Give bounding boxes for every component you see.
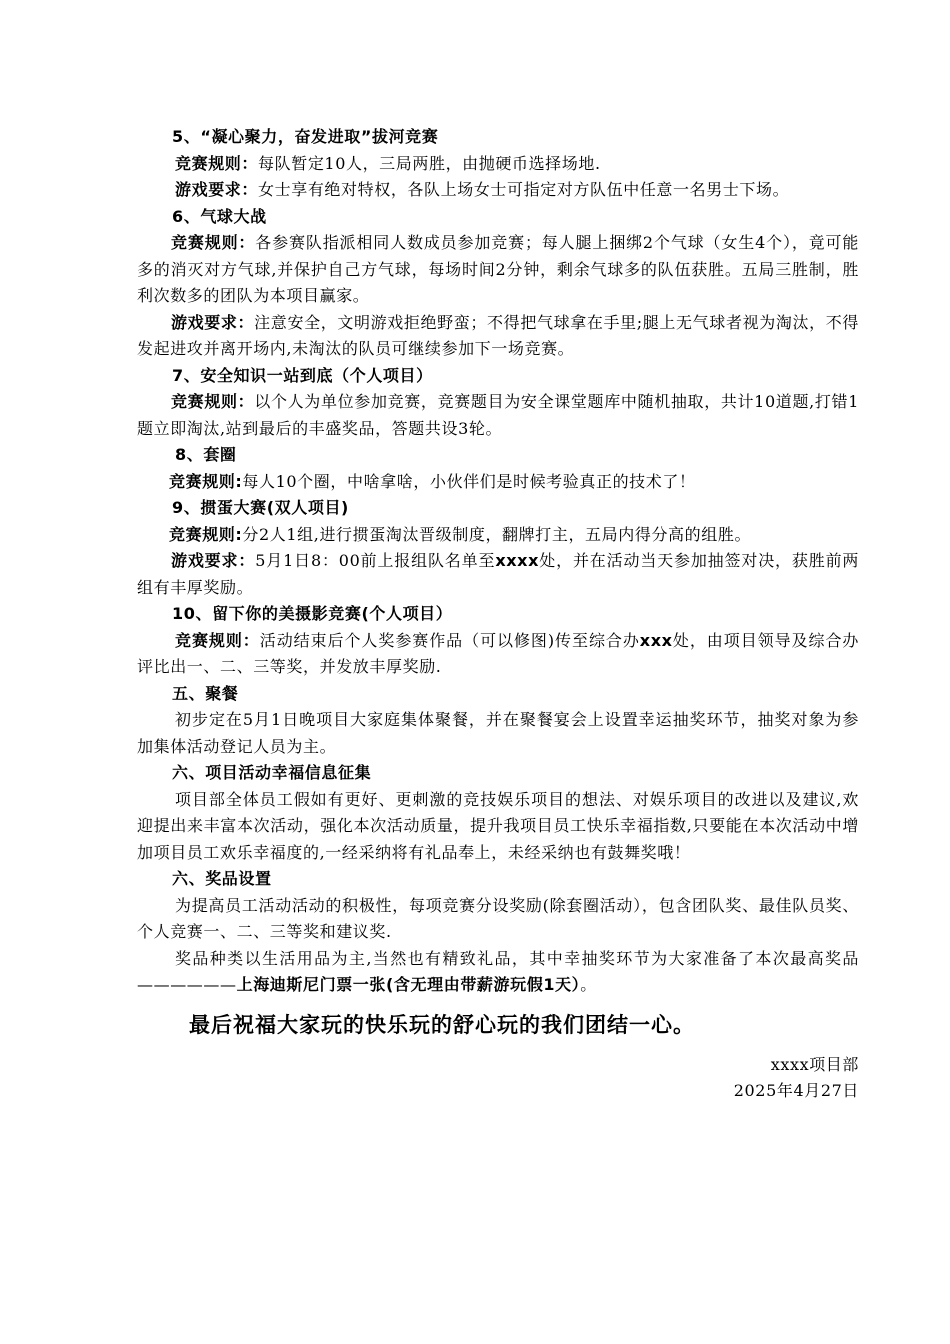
section-title-collect: 六、项目活动幸福信息征集 [172,763,372,782]
top-prize: 上海迪斯尼门票一张(含无理由带薪游玩假1天） [236,975,581,994]
requirements-text: 5月1日8：00前上报组队名单至 [255,551,496,570]
signature-date: 2025年4月27日 [733,1080,859,1100]
item-heading-guandan: 9、掼蛋大赛(双人项目) [172,498,349,517]
item-heading-ring-toss: 8、套圈 [175,445,237,464]
document-body [137,124,859,1104]
rules-label: 竞赛规则: [169,524,243,544]
dinner-paragraph: 初步定在5月1日晚项目大家庭集体聚餐，并在聚餐宴会上设置幸运抽奖环节，抽奖对象为参加集体活动登记人员为主。 [137,710,859,756]
requirements-label: 游戏要求： [171,312,255,332]
rules-label: 竞赛规则： [175,153,259,173]
rules-text: 每队暂定10人，三局两胜，由抛硬币选择场地. [258,153,601,173]
item-heading-balloon-war: 6、气球大战 [172,206,267,226]
rules-paragraph [137,628,859,681]
requirements-text: 注意安全，文明游戏拒绝野蛮；不得把气球拿在手里;腿上无气球者视为淘汰，不得发起进攻并离开场内,未淘汰的队员可继续参加下一场竞赛。 [137,312,859,358]
rules-label: 竞赛规则： [175,630,260,650]
rules-paragraph [137,522,859,549]
rules-text: 分2人1组,进行掼蛋淘汰晋级制度，翻牌打主，五局内得分高的组胜。 [242,524,752,544]
rules-text: 每人10个圈，中啥拿啥，小伙伴们是时候考验真正的技术了！ [242,471,696,491]
rules-label: 竞赛规则： [171,392,255,411]
rules-text: 活动结束后个人奖参赛作品（可以修图)传至综合办 [259,630,640,650]
requirements-paragraph [137,548,859,601]
collect-paragraph: 项目部全体员工假如有更好、更刺激的竞技娱乐项目的想法、对娱乐项目的改进以及建议,欢迎提出来丰富本次活动，强化本次活动质量，提升我项目员工快乐幸福指数,只要能在本次活动中增加项目员工欢乐幸福度的,一经采纳将有礼品奉上，未经采纳也有鼓舞奖哦！ [137,789,859,862]
rules-paragraph [137,151,859,178]
section-title-dinner: 五、聚餐 [172,683,239,703]
section-title-prize: 六、奖品设置 [172,869,272,888]
rules-paragraph [137,469,859,496]
requirements-text: 处，并在活动当天参加抽签对决，获胜前两组有丰厚奖励。 [137,551,860,597]
requirements-text: 女士享有绝对特权，各队上场女士可指定对方队伍中任意一名男士下场。 [258,180,790,199]
rules-paragraph [137,230,859,310]
item-heading-photography: 10、留下你的美摄影竞赛(个人项目） [172,604,453,623]
item-heading-tug-of-war: 5、“凝心聚力，奋发进取”拔河竞赛 [172,127,439,146]
prize-paragraph: 为提高员工活动活动的积极性，每项竞赛分设奖励(除套圈活动），包含团队奖、最佳队员奖、个人竞赛一、二、三等奖和建议奖. [137,895,859,941]
prize-paragraph [137,946,859,999]
rules-text: 以个人为单位参加竞赛，竞赛题目为安全课堂题库中随机抽取，共计10道题,打错1题立即淘汰,站到最后的丰盛奖品，答题共设3轮。 [137,392,859,438]
closing-blessing: 最后祝福大家玩的快乐玩的舒心玩的我们团结一心。 [189,1012,695,1037]
rules-paragraph [137,389,859,442]
rules-label: 竞赛规则： [171,233,256,252]
requirements-paragraph [137,310,859,363]
signature-dept: xxxx项目部 [770,1054,859,1074]
rules-text: 各参赛队指派相同人数成员参加竞赛；每人腿上捆绑2个气球（女生4个），竟可能多的消灭对方气球,并保护自己方气球，每场时间2分钟，剩余气球多的队伍获胜。五局三胜制，胜利次数多的团队为本项目赢家。 [137,233,859,305]
rules-text: 处，由项目领导及综合办评比出一、二、三等奖，并发放丰厚奖励. [137,630,859,676]
requirements-placeholder: xxxx [495,551,540,570]
item-heading-safety-quiz: 7、安全知识一站到底（个人项目） [172,365,433,385]
requirements-label: 游戏要求： [175,180,259,199]
rules-placeholder: xxx [639,630,673,650]
requirements-paragraph [137,177,859,204]
requirements-label: 游戏要求： [171,551,256,570]
prize-text: 。 [580,975,597,994]
prize-text: 奖品种类以生活用品为主,当然也有精致礼品，其中幸抽奖环节为大家准备了本次最高奖品—————— [137,948,859,994]
rules-label: 竞赛规则: [169,471,243,491]
